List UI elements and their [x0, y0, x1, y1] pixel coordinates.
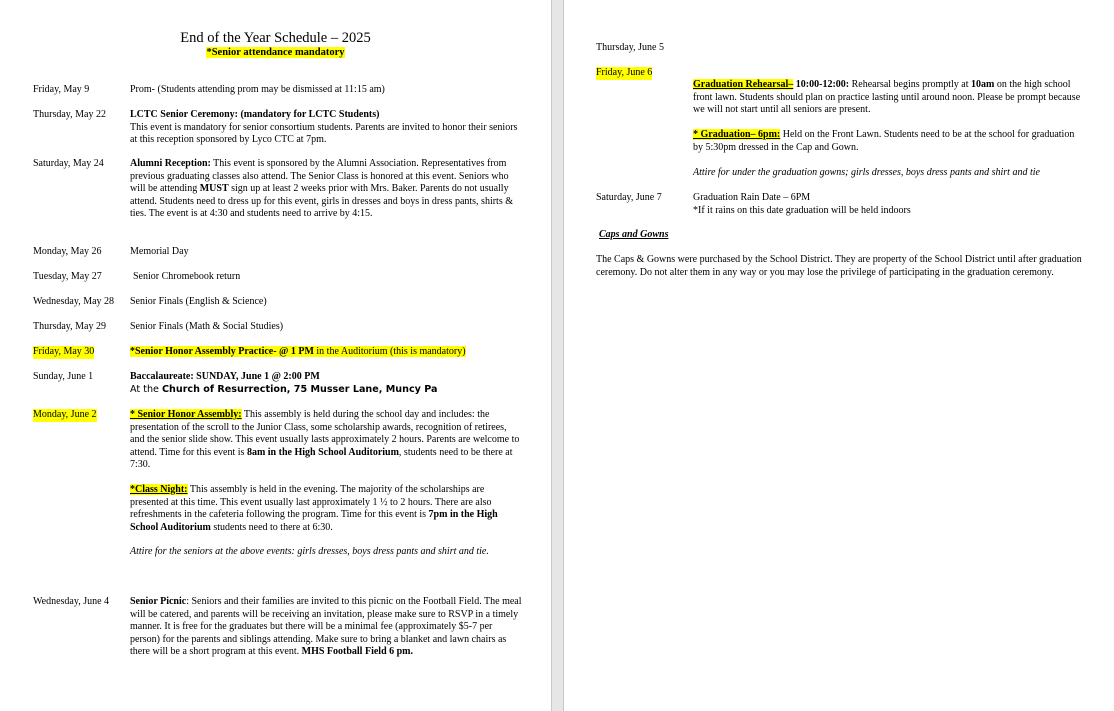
entry-description [130, 484, 522, 534]
entry-heading: * Senior Honor Assembly: [130, 409, 242, 420]
entry-time: 10:00-12:00: [793, 79, 850, 90]
location-name: Church of Resurrection, 75 Musser Lane, Muncy Pa [162, 383, 438, 395]
entry-text: in the Auditorium (this is mandatory) [313, 346, 466, 357]
entry-text: Rehearsal begins promptly at [849, 79, 972, 90]
entry-location [130, 384, 522, 397]
document-page-2 [564, 0, 1114, 711]
rain-date-line: Graduation Rain Date – 6PM [693, 192, 811, 203]
entry-text-continued: , students need to be there at 7:30. [130, 446, 513, 471]
entry-heading: *Senior Honor Assembly Practice- @ 1 PM [130, 346, 314, 357]
entry-description: Senior Finals (English & Science) [130, 296, 267, 307]
entry-description [130, 158, 522, 221]
entry-date: Thursday, May 29 [33, 321, 106, 332]
entry-description [130, 109, 522, 147]
entry-description [130, 409, 522, 472]
entry-description: Senior Chromebook return [133, 271, 241, 282]
entry-heading: Baccalaureate: SUNDAY, June 1 @ 2:00 PM [130, 371, 320, 382]
entry-text: This assembly is held during the school day and includes: the presentation of the scroll to the Junior Class, some scholarship awards, recognition of retirees, and the senior slide show. This event usually lasts approximately 2 hours. Parents are welcome to attend. Time for this event is [130, 409, 520, 458]
entry-date: Saturday, May 24 [33, 158, 104, 169]
document-page-1 [0, 0, 551, 711]
entry-text-continued: on the high school front lawn. Students should plan on practice lasting until around noon. Please be prompt because we will not start until all seniors are present. [693, 79, 1081, 116]
entry-date: Wednesday, May 28 [33, 296, 115, 307]
caps-gowns-heading: Caps and Gowns [599, 229, 669, 240]
entry-description [130, 371, 522, 396]
page-divider [551, 0, 552, 711]
entry-date: Monday, June 2 [33, 409, 97, 420]
document-title: End of the Year Schedule – 2025 [180, 30, 371, 46]
entry-heading: Alumni Reception: [130, 158, 211, 169]
entry-text: This event is sponsored by the Alumni Association. Representatives from previous graduating classes also attend. The Senior Class is honored at this event. Seniors who will be attending [130, 158, 509, 195]
entry-date: Friday, May 9 [33, 84, 90, 95]
entry-heading: Graduation Rehearsal– [693, 79, 794, 90]
entry-heading: Senior Picnic [130, 596, 187, 607]
entry-text: This event is mandatory for senior consortium students. Parents are invited to honor their seniors at this reception sponsored by Lyco CTC at 7pm. [130, 121, 518, 146]
entry-description: Memorial Day [130, 246, 189, 257]
entry-description: Senior Finals (Math & Social Studies) [130, 321, 284, 332]
entry-date: Thursday, June 5 [596, 42, 664, 53]
entry-time: 7pm in the High School Auditorium [130, 509, 498, 533]
entry-description [693, 129, 1085, 154]
entry-description [693, 192, 1085, 217]
subtitle-highlight: *Senior attendance mandatory [206, 47, 345, 58]
entry-text: : Seniors and their families are invited to this picnic on the Football Field. The meal will be catered, and parents will be receiving an invitation, please make sure to RSVP in a timely manner. It is free for the graduates but there will be a minimal fee (approximately $5-7 per person) for the parents and siblings attending. Make sure to bring a blanket and lawn chairs as there will be a short program at this event. [130, 596, 522, 658]
attire-text: Attire for under the graduation gowns; girls dresses, boys dress pants and shirt and tie [693, 167, 1040, 178]
entry-description [130, 346, 522, 359]
entry-date: Friday, June 6 [596, 67, 653, 78]
entry-date: Tuesday, May 27 [33, 271, 102, 282]
entry-date: Monday, May 26 [33, 246, 102, 257]
entry-date: Friday, May 30 [33, 346, 95, 357]
entry-text: This assembly is held in the evening. The majority of the scholarships are presented at this time. This event usually last approximately 1 ½ to 2 hours. There are also refreshments in the cafeteria following the program. Time for this event is [130, 484, 492, 521]
caps-gowns-text: The Caps & Gowns were purchased by the School District. They are property of the School District until after graduation ceremony. Do not alter them in any way or you may lose the privilege of participating in the graduation ceremony. [596, 254, 1082, 278]
entry-heading: * Graduation– 6pm: [693, 129, 781, 140]
entry-description [693, 79, 1085, 117]
rain-date-note: *If it rains on this date graduation will be held indoors [693, 204, 911, 216]
entry-location: MHS Football Field 6 pm. [301, 646, 414, 658]
entry-date: Thursday, May 22 [33, 109, 106, 120]
document-subtitle [0, 47, 551, 58]
entry-description [130, 596, 522, 659]
entry-text-continued: students need to there at 6:30. [210, 521, 333, 533]
entry-text: Held on the Front Lawn. Students need to be at the school for graduation by 5:30pm dressed in the Cap and Gown. [693, 129, 1075, 153]
entry-date: Saturday, June 7 [596, 192, 662, 203]
entry-time-start: 10am [971, 79, 995, 90]
entry-highlight [130, 346, 466, 357]
entry-date: Sunday, June 1 [33, 371, 94, 382]
attire-text: Attire for the seniors at the above events: girls dresses, boys dress pants and shirt and tie. [130, 546, 489, 557]
must-emphasis: MUST [199, 183, 229, 195]
entry-text-continued: sign up at least 2 weeks prior with Mrs. Baker. Parents do not usually attend. Students need to dress up for this event, girls in dresses and boys in dress pants, shirts & ties. The event is at 4:30 and students need to arrive by 4:15. [130, 183, 514, 220]
entry-date: Wednesday, June 4 [33, 596, 110, 607]
location-prefix: At the [130, 383, 162, 395]
entry-description: Prom- (Students attending prom may be dismissed at 11:15 am) [130, 84, 385, 95]
entry-time: 8am in the High School Auditorium [246, 446, 399, 458]
entry-heading: LCTC Senior Ceremony: (mandatory for LCTC Students) [130, 109, 380, 120]
entry-heading: *Class Night: [130, 484, 188, 495]
